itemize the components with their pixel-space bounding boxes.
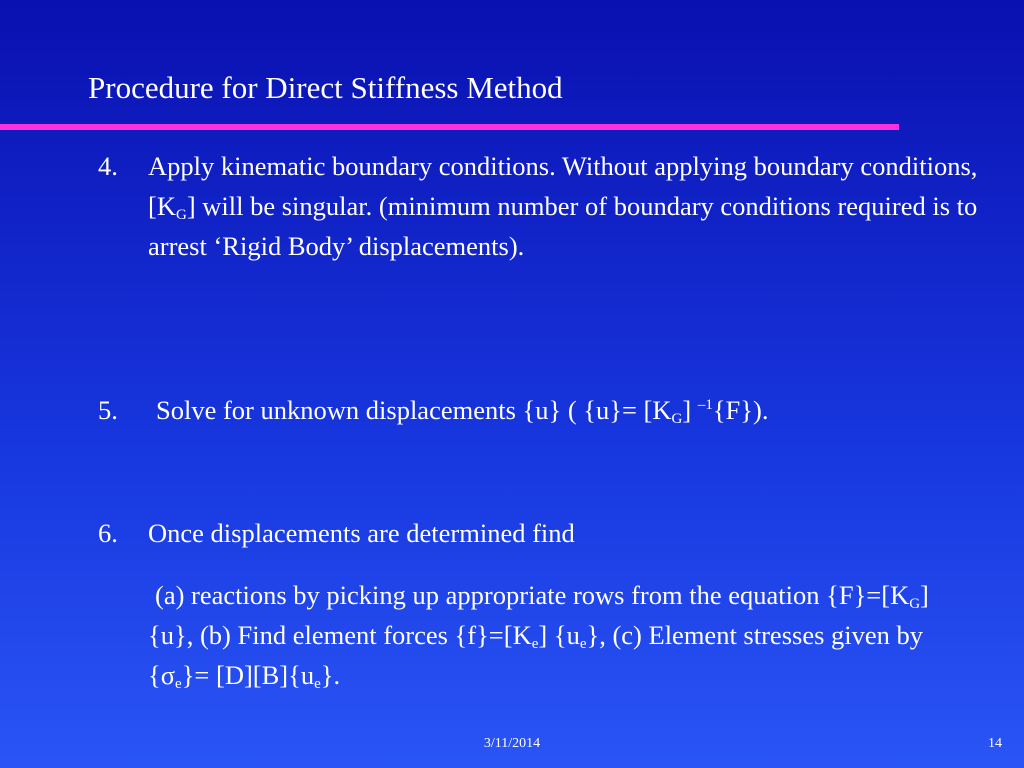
title-underline <box>0 124 899 130</box>
subscript: G <box>175 207 187 223</box>
list-item-5 <box>98 390 978 430</box>
list-item-6-detail <box>148 575 978 695</box>
subscript: G <box>909 596 921 612</box>
item-number: 4. <box>98 151 118 181</box>
item-text-part: ] will be singular. (minimum number of boundary conditions required is to arrest ‘Rigid Body’ displacements). <box>148 191 978 261</box>
subscript: e <box>531 636 539 652</box>
sigma-symbol: σ <box>160 660 176 690</box>
superscript: –1 <box>697 397 713 413</box>
footer-date: 3/11/2014 <box>483 736 541 751</box>
list-item-4 <box>98 146 978 266</box>
item-text-part: (a) reactions by picking up appropriate rows from the equation {F}=[K <box>155 580 910 610</box>
item-text-part: }= [D][B]{u <box>181 660 315 690</box>
item-text-part: ] {u}, (b) Find element forces {f}=[K <box>148 580 929 650</box>
item-text-part: }, (c) Element stresses given by { <box>148 620 924 690</box>
item-text-part: ] <box>682 395 698 425</box>
subscript: G <box>671 411 683 427</box>
item-text-part: }. <box>320 660 341 690</box>
item-text <box>156 390 978 430</box>
item-text-part: ] {u <box>538 620 580 650</box>
item-text-part: Apply kinematic boundary conditions. Without applying boundary conditions, [K <box>148 151 978 221</box>
item-text-part: {F}). <box>712 395 769 425</box>
slide-title: Procedure for Direct Stiffness Method <box>88 70 563 105</box>
subscript: e <box>579 636 587 652</box>
item-text-part: Solve for unknown displacements {u} ( {u}= [K <box>156 395 672 425</box>
subscript: e <box>175 676 182 692</box>
item-text: Once displacements are determined find <box>148 518 575 548</box>
footer-page-number: 14 <box>988 736 1002 751</box>
item-number: 5. <box>98 395 118 425</box>
item-number: 6. <box>98 518 118 548</box>
subscript: e <box>314 676 321 692</box>
list-item-6 <box>98 513 978 553</box>
item-text <box>148 146 978 266</box>
